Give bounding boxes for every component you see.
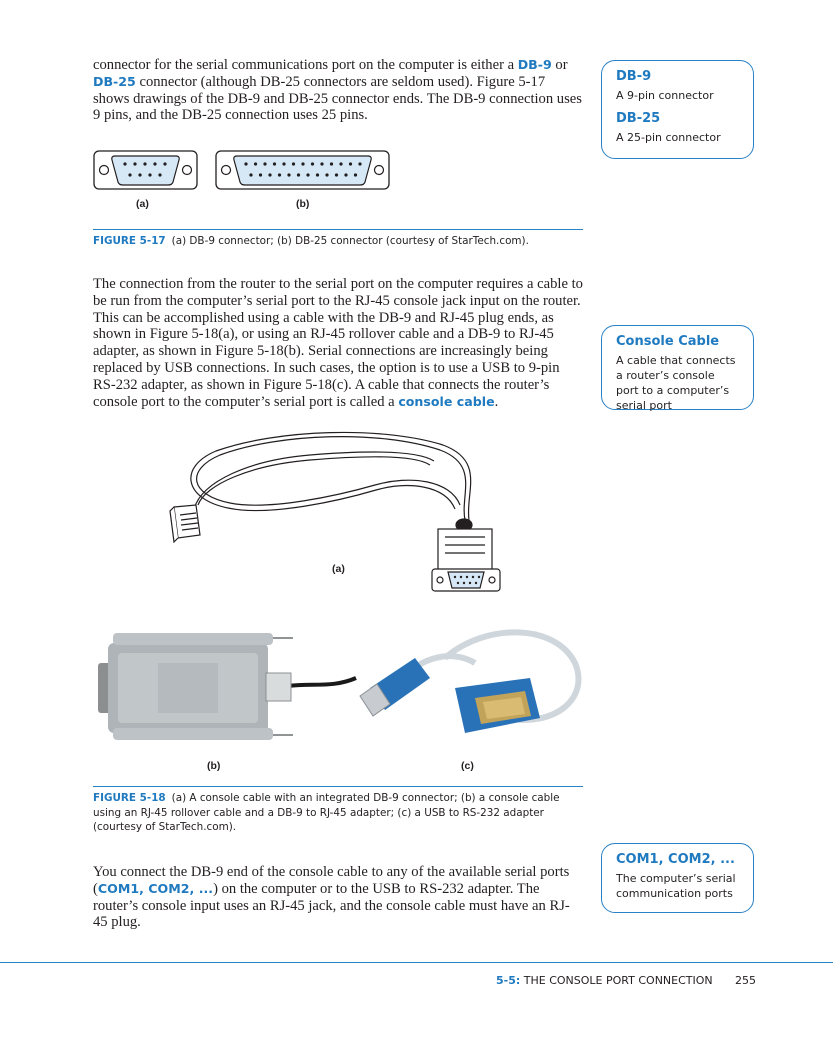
db25-pin xyxy=(249,173,252,176)
figure-5-18-label-c: (c) xyxy=(461,760,474,772)
footer-section-number: 5-5: xyxy=(496,974,521,987)
margin-def-db9: A 9-pin connector xyxy=(616,89,714,102)
db25-pin xyxy=(354,173,357,176)
margin-term-com-ports: COM1, COM2, ... xyxy=(616,852,735,867)
figure-5-18-label-b: (b) xyxy=(207,760,221,772)
db25-pin xyxy=(306,173,309,176)
figure-5-17-label-a: (a) xyxy=(136,198,149,210)
paragraph-com-ports: You connect the DB-9 end of the console cable to any of the available serial ports (COM1, COM2, ...) on the computer or to the USB to RS-232 adapter. The router’s console input uses an RJ-45 jack, and the console cable must have an RJ-45 plug. xyxy=(93,864,570,931)
paragraph-db-connectors: connector for the serial communications port on the computer is either a DB-9 or DB-25 connector (although DB-25 connectors are seldom used). Figure 5-17 shows drawings of the DB-9 and DB-25 connector ends. The DB-9 connection uses 9 pins, and the DB-25 connection uses 25 pins. xyxy=(93,57,582,124)
db25-pin xyxy=(297,173,300,176)
margin-def-db25: A 25-pin connector xyxy=(616,131,721,144)
figure-5-17-label-b: (b) xyxy=(296,198,310,210)
figure-5-17-rule xyxy=(93,229,583,230)
db25-pin xyxy=(344,173,347,176)
db25-pin xyxy=(244,162,247,165)
db25-pin xyxy=(273,162,276,165)
usb-to-rs232-adapter-photo xyxy=(355,618,590,758)
db25-pin xyxy=(282,162,285,165)
db25-pin xyxy=(311,162,314,165)
footer-section-title: THE CONSOLE PORT CONNECTION xyxy=(520,974,713,987)
db25-connector-drawing xyxy=(215,150,390,190)
term-console-cable: console cable xyxy=(398,393,495,409)
margin-def-console-cable: A cable that connects a router’s console port to a computer’s serial port xyxy=(616,354,736,412)
term-db9: DB-9 xyxy=(517,57,552,72)
margin-term-console-cable: Console Cable xyxy=(616,334,720,349)
db25-pin xyxy=(335,173,338,176)
page-number: 255 xyxy=(735,974,756,987)
margin-def-com-ports: The computer’s serial communication ports xyxy=(616,872,736,900)
db25-pin xyxy=(339,162,342,165)
db25-pin xyxy=(325,173,328,176)
db25-pin xyxy=(278,173,281,176)
db25-pin xyxy=(301,162,304,165)
margin-note-console-cable xyxy=(601,325,754,410)
figure-5-18-caption: FIGURE 5-18 (a) A console cable with an integrated DB-9 connector; (b) a console cable using an RJ-45 rollover cable and a DB-9 to RJ-45 adapter; (c) a USB to RS-232 adapter (courtesy of StarTech.com). xyxy=(93,792,560,833)
db25-pin xyxy=(254,162,257,165)
db25-pin xyxy=(287,173,290,176)
db25-pin xyxy=(330,162,333,165)
db25-pin xyxy=(263,162,266,165)
db25-pin xyxy=(316,173,319,176)
figure-5-17-number: FIGURE 5-17 xyxy=(93,235,166,247)
term-db25: DB-25 xyxy=(93,73,136,89)
figure-5-18-label-a: (a) xyxy=(332,563,345,575)
db25-pin xyxy=(259,173,262,176)
figure-5-17-caption: FIGURE 5-17 (a) DB-9 connector; (b) DB-25 connector (courtesy of StarTech.com). xyxy=(93,235,529,247)
running-footer-section xyxy=(496,974,713,987)
db9-to-rj45-adapter-photo xyxy=(88,628,358,758)
margin-term-db9: DB-9 xyxy=(616,69,652,84)
db25-pin xyxy=(320,162,323,165)
paragraph-console-cable: The connection from the router to the serial port on the computer requires a cable to be run from the computer’s serial port to the RJ-45 console jack input on the router. This can be accomplished using a cable with the DB-9 and RJ-45 plug ends, as shown in Figure 5-18(a), or using an RJ-45 rollover cable and a DB-9 to RJ-45 adapter, as shown in Figure 5-18(b). Serial connections are increasingly being replaced by USB connections. In such cases, the option is to use a USB to 9-pin RS-232 adapter, as shown in Figure 5-18(c). A cable that connects the router’s console port to the computer’s serial port is called a console cable. xyxy=(93,276,583,410)
db25-pin xyxy=(268,173,271,176)
db9-connector-drawing xyxy=(93,150,198,190)
margin-note-com-ports xyxy=(601,843,754,913)
figure-5-18-number: FIGURE 5-18 xyxy=(93,792,166,804)
db25-pin xyxy=(349,162,352,165)
margin-term-db25: DB-25 xyxy=(616,111,661,126)
figure-5-18-rule xyxy=(93,786,583,787)
db25-pin xyxy=(292,162,295,165)
db25-pin xyxy=(358,162,361,165)
footer-rule xyxy=(0,962,833,963)
margin-note-db9-db25 xyxy=(601,60,754,159)
term-com-ports: COM1, COM2, ... xyxy=(97,880,214,896)
